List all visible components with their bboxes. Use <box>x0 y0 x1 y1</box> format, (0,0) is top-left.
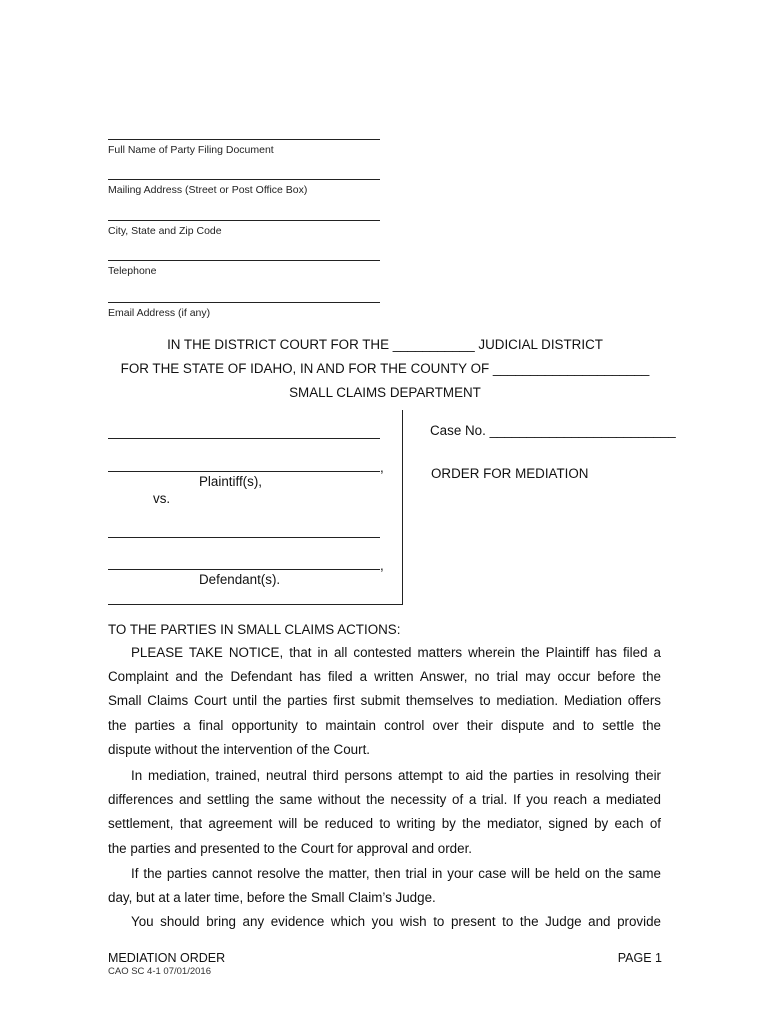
paragraph-line: Complaint and the Defendant has filed a written Answer, no trial may occur before the <box>108 669 661 685</box>
paragraph-line: day, but at a later time, before the Small Claim’s Judge. <box>108 890 436 906</box>
trial-paragraph <box>108 862 661 910</box>
paragraph-line: the parties a final opportunity to maintain control over their dispute and to settle the <box>108 717 661 733</box>
department-heading: SMALL CLAIMS DEPARTMENT <box>289 385 481 400</box>
paragraph-line: In mediation, trained, neutral third persons attempt to aid the parties in resolving their <box>131 768 661 783</box>
email-line[interactable] <box>108 302 380 303</box>
court-heading-pre: IN THE DISTRICT COURT FOR THE <box>167 337 390 352</box>
case-number-label: Case No. <box>430 423 486 438</box>
district-blank[interactable]: ___________ <box>392 337 475 352</box>
plaintiff-label: Plaintiff(s), <box>199 474 263 489</box>
footer-title: MEDIATION ORDER <box>108 951 226 965</box>
order-title: ORDER FOR MEDIATION <box>431 466 589 481</box>
court-heading-post: JUDICIAL DISTRICT <box>478 337 603 352</box>
caption-bottom-rule <box>108 604 403 605</box>
footer-page-number: PAGE 1 <box>617 951 662 965</box>
versus-label: vs. <box>153 491 171 506</box>
case-number-blank[interactable]: _________________________ <box>489 423 676 438</box>
telephone-line[interactable] <box>108 260 380 261</box>
plaintiff-name-line-1[interactable] <box>108 438 380 439</box>
court-heading-line2 <box>0 361 770 376</box>
plaintiff-comma: , <box>380 460 384 475</box>
state-county-text: FOR THE STATE OF IDAHO, IN AND FOR THE COUNTY OF <box>120 361 490 376</box>
mediation-paragraph <box>108 764 661 861</box>
defendant-label: Defendant(s). <box>199 572 281 587</box>
mailing-address-label: Mailing Address (Street or Post Office Box) <box>108 184 308 196</box>
defendant-name-line-1[interactable] <box>108 537 380 538</box>
full-name-label: Full Name of Party Filing Document <box>108 144 274 156</box>
city-state-zip-label: City, State and Zip Code <box>108 225 222 237</box>
court-heading-line1 <box>0 337 770 352</box>
case-number-row <box>430 423 676 438</box>
full-name-line[interactable] <box>108 139 380 140</box>
paragraph-line: You should bring any evidence which you wish to present to the Judge and provide <box>131 914 661 929</box>
plaintiff-name-line-2[interactable] <box>108 471 380 472</box>
email-label: Email Address (if any) <box>108 307 211 319</box>
paragraph-line: settlement, that agreement will be reduced to writing by the mediator, signed by each of <box>108 816 661 832</box>
paragraph-line: If the parties cannot resolve the matter, then trial in your case will be held on the same <box>131 866 661 881</box>
paragraph-line: Small Claims Court until the parties first submit themselves to mediation. Mediation offers <box>108 693 661 709</box>
paragraph-line: PLEASE TAKE NOTICE, that in all contested matters wherein the Plaintiff has filed a <box>131 645 661 660</box>
mailing-address-line[interactable] <box>108 179 380 180</box>
city-state-zip-line[interactable] <box>108 220 380 221</box>
parties-heading: TO THE PARTIES IN SMALL CLAIMS ACTIONS: <box>108 622 401 637</box>
paragraph-line: dispute without the intervention of the Court. <box>108 741 371 757</box>
paragraph-line: differences and settling the same without the necessity of a trial. If you reach a mediated <box>108 792 661 808</box>
paragraph-line: the parties and presented to the Court for approval and order. <box>108 840 473 856</box>
county-blank[interactable]: _____________________ <box>492 361 650 376</box>
defendant-comma: , <box>380 558 384 573</box>
defendant-name-line-2[interactable] <box>108 569 380 570</box>
evidence-paragraph <box>108 910 661 934</box>
caption-divider <box>402 410 403 605</box>
telephone-label: Telephone <box>108 265 157 277</box>
notice-paragraph <box>108 641 661 762</box>
footer-form-id: CAO SC 4-1 07/01/2016 <box>108 966 211 977</box>
